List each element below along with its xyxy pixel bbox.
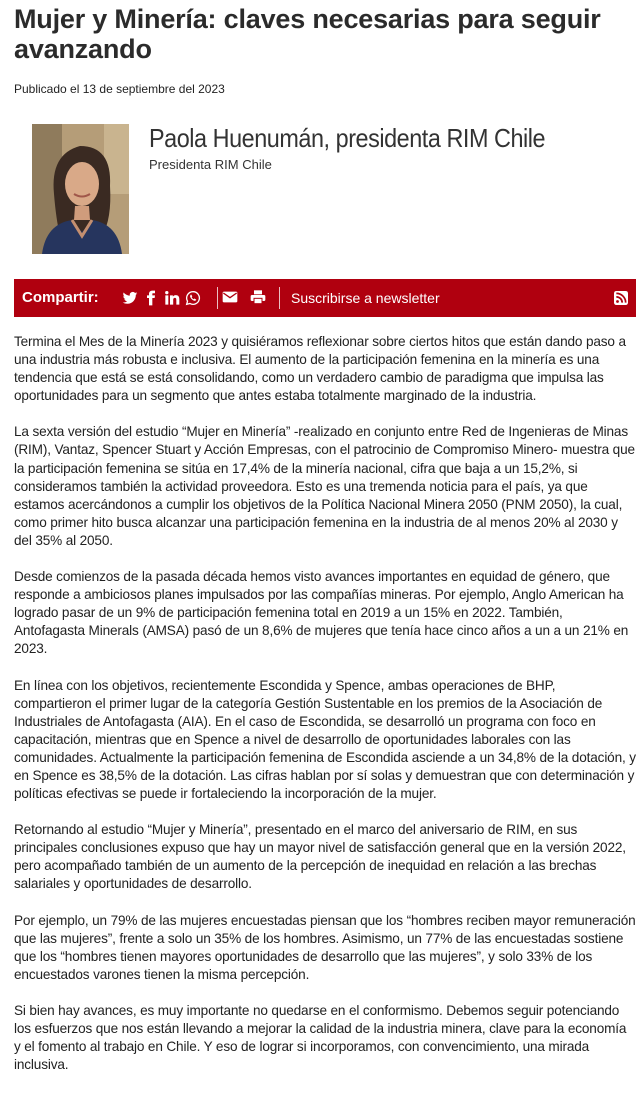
paragraph: Termina el Mes de la Minería 2023 y quisiéramos reflexionar sobre ciertos hitos que están dando paso a una industria más robusta e inclusiva. El aumento de la participación femenina en la minería es una tendencia que está se está consolidando, como un verdadero cambio de paradigma que impulsa las oportunidades para un segmento que antes estaba totalmente marginado de la industria.	[14, 334, 626, 404]
newsletter-link[interactable]: Suscribirse a newsletter	[291, 290, 440, 306]
article-title: Mujer y Minería: claves necesarias para seguir avanzando	[14, 4, 601, 64]
linkedin-icon[interactable]	[164, 290, 180, 306]
facebook-icon[interactable]	[143, 290, 159, 306]
share-bar	[14, 279, 636, 317]
article-body	[14, 333, 636, 1092]
author-photo	[32, 124, 129, 254]
paragraph: En línea con los objetivos, recientemente Escondida y Spence, ambas operaciones de BHP, compartieron el primer lugar de la categoría Gestión Sustentable en los premios de la Asociación de Industriales de Antofagasta (AIA). En el caso de Escondida, se desarrolló un programa con foco en capacitación, mientras que en Spence a nivel de desarrollo de oportunidades laborales con las comunidades. Actualmente la participación femenina de Escondida asciende a un 34,8% de la dotación, y en Spence es 38,5% de la dotación. Las cifras hablan por sí solas y demuestran que con determinación y políticas efectivas se puede ir fortaleciendo la incorporación de la mujer.	[14, 677, 636, 802]
author-name[interactable]: Paola Huenumán, presidenta RIM Chile	[149, 123, 546, 153]
share-divider	[217, 287, 218, 309]
whatsapp-icon[interactable]	[185, 290, 201, 306]
paragraph: Si bien hay avances, es muy importante no quedarse en el conformismo. Debemos seguir potenciando los esfuerzos que nos están llevando a mejorar la calidad de la industria minera, clave para la economía y el fomento al trabajo en Chile. Y eso de lograr si incorporamos, con convencimiento, una mirada inclusiva.	[14, 1002, 627, 1073]
share-label: Compartir:	[22, 289, 99, 306]
print-icon[interactable]	[250, 289, 266, 305]
publish-date: Publicado el 13 de septiembre del 2023	[14, 82, 225, 96]
email-icon[interactable]	[222, 289, 238, 305]
newsletter-divider	[279, 287, 280, 309]
paragraph: La sexta versión del estudio “Mujer en Minería” -realizado en conjunto entre Red de Ingenieras de Minas (RIM), Vantaz, Spencer Stuart y Acción Empresas, con el patrocinio de Compromiso Minero- muestra que la participación femenina se sitúa en 17,4% de la minería nacional, cifra que baja a un 15,2%, si consideramos también la actividad proveedora. Esto es una tremenda noticia para el país, ya que estamos acercándonos a cumplir los objetivos de la Política Nacional Minera 2050 (PNM 2050), la cual, como primer hito busca alcanzar una participación femenina en la industria de al menos 20% al 2030 y del 35% al 2050.	[14, 424, 635, 548]
social-share-icons	[122, 289, 206, 307]
paragraph: Retornando al estudio “Mujer y Minería”, presentado en el marco del aniversario de RIM, en sus principales conclusiones expuso que hay un mayor nivel de satisfacción general que en la versión 2022, pero acompañado también de un aumento de la percepción de inequidad en relación a las brechas salariales y oportunidades de desarrollo.	[14, 822, 626, 892]
utility-icons	[222, 289, 278, 305]
paragraph: Por ejemplo, un 79% de las mujeres encuestadas piensan que los “hombres reciben mayor remuneración que las mujeres”, frente a solo un 35% de los hombres. Asimismo, un 77% de las encuestadas sostiene que los “hombres tienen mayores oportunidades de desarrollo que las mujeres”, y solo 33% de los encuestados varones tienen la misma percepción.	[14, 912, 636, 982]
rss-icon[interactable]	[614, 291, 628, 305]
paragraph: Desde comienzos de la pasada década hemos visto avances importantes en equidad de género, que responde a ambiciosos planes impulsados por las compañías mineras. Por ejemplo, Anglo American ha logrado pasar de un 9% de participación femenina total en 2019 a un 15% en 2022. También, Antofagasta Minerals (AMSA) pasó de un 8,6% de mujeres que tenía hace cinco años a un a un 21% en 2023.	[14, 569, 629, 657]
twitter-icon[interactable]	[122, 290, 138, 306]
author-role: Presidenta RIM Chile	[149, 157, 272, 172]
